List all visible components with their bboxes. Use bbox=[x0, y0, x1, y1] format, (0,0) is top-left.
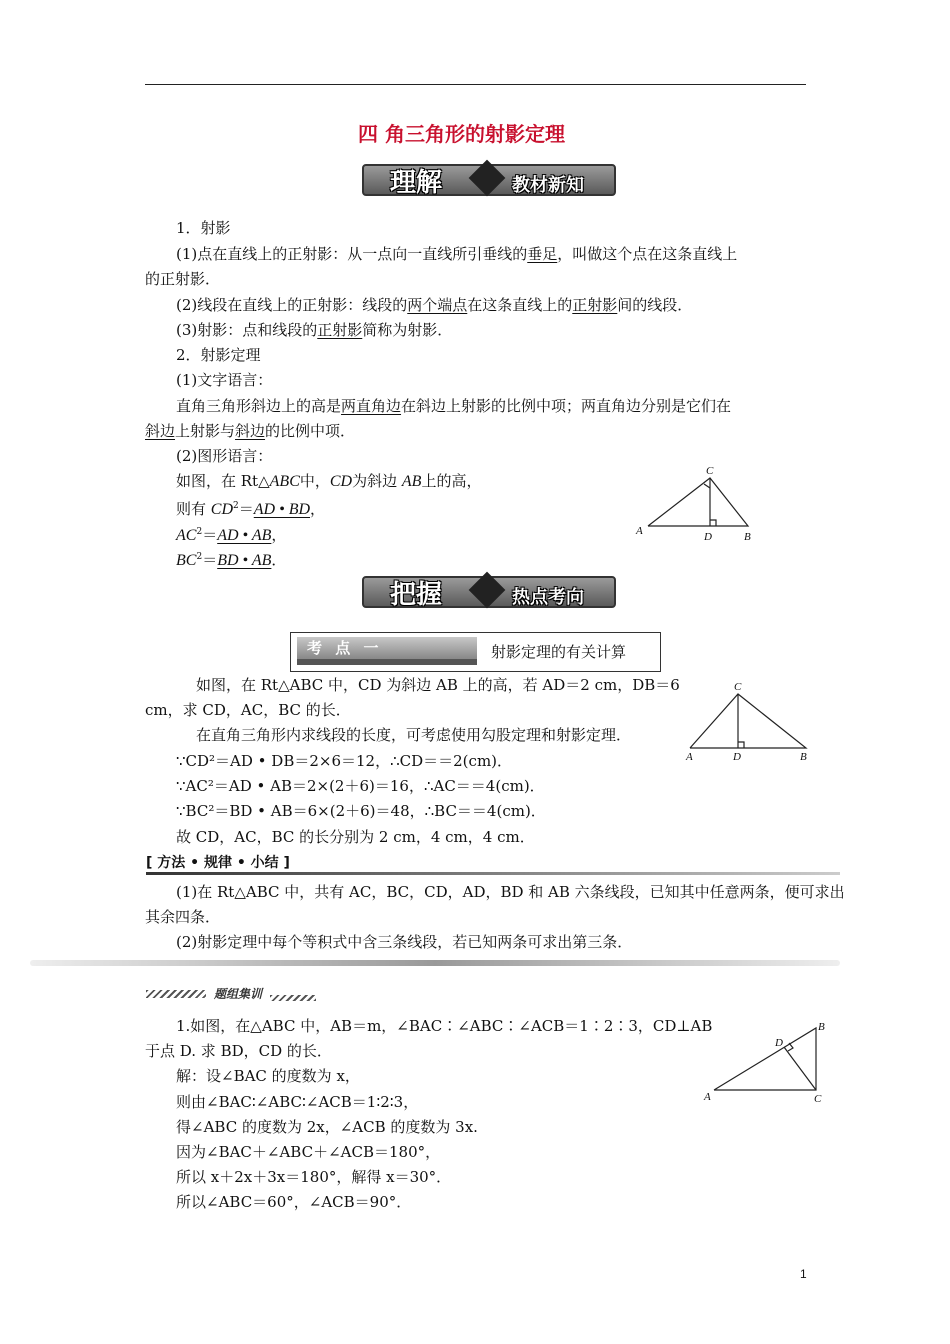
s2-g2 bbox=[176, 496, 325, 520]
text: 的比例中项． bbox=[265, 422, 356, 440]
header-rule bbox=[145, 84, 806, 85]
fig2-label-c: C bbox=[734, 681, 742, 693]
figure-1-triangle bbox=[628, 464, 758, 544]
math: BC bbox=[176, 552, 197, 569]
ex1-e6: 因为∠BAC＋∠ABC＋∠ACB＝180°， bbox=[176, 1143, 441, 1161]
underlined: BD • AB bbox=[217, 552, 272, 569]
fig1-label-b: B bbox=[744, 531, 751, 543]
ex-l7: 故 CD，AC，BC 的长分别为 2 cm，4 cm，4 cm． bbox=[176, 828, 535, 846]
text: ． bbox=[271, 551, 287, 569]
underlined: 正射影 bbox=[572, 296, 618, 314]
kaodian-box bbox=[290, 632, 661, 672]
ex1-e8: 所以∠ABC＝60°，∠ACB＝90°． bbox=[176, 1193, 412, 1211]
underlined: 垂足 bbox=[527, 245, 558, 263]
text: (2)线段在直线上的正射影：线段的 bbox=[176, 296, 408, 314]
banner-big: 把握 bbox=[390, 580, 443, 610]
ex1-e5: 得∠ABC 的度数为 2x，∠ACB 的度数为 3x. bbox=[176, 1118, 478, 1136]
math: CD bbox=[329, 473, 353, 490]
s1-p1-cont: 的正射影． bbox=[145, 270, 221, 288]
fig3-label-b: B bbox=[818, 1021, 825, 1033]
fig3-triangle bbox=[714, 1028, 816, 1090]
s2-t1 bbox=[176, 396, 731, 416]
ex-l6: ∵BC²＝BD • AB＝6×(2＋6)＝48，∴BC＝＝4(cm)． bbox=[176, 802, 546, 820]
text: 则有 bbox=[176, 500, 211, 518]
ex-l5: ∵AC²＝AD • AB＝2×(2＋6)＝16，∴AC＝＝4(cm)． bbox=[176, 777, 545, 795]
method-m3: (2)射影定理中每个等积式中含三条线段，若已知两条可求出第三条． bbox=[176, 933, 633, 951]
ex1-e4: 则由∠BAC∶∠ABC∶∠ACB＝1∶2∶3， bbox=[176, 1093, 419, 1111]
fig2-label-d: D bbox=[733, 751, 741, 763]
text: 如图，在 Rt△ bbox=[176, 472, 270, 490]
figure-2-triangle bbox=[678, 678, 818, 768]
underlined: 两个端点 bbox=[407, 296, 468, 314]
ex-l1: 如图，在 Rt△ABC 中，CD 为斜边 AB 上的高，若 AD＝2 cm，DB＝6 bbox=[196, 676, 680, 694]
ex-l4: ∵CD²＝AD • DB＝2×6＝12，∴CD＝＝2(cm)． bbox=[176, 752, 513, 770]
method-m2: 其余四条． bbox=[145, 908, 221, 926]
text: 上的高， bbox=[421, 472, 482, 490]
fig2-triangle bbox=[690, 694, 806, 748]
banner-grasp bbox=[362, 570, 622, 610]
ex1-e7: 所以 x＋2x＋3x＝180°，解得 x＝30°． bbox=[176, 1168, 452, 1186]
text: ， bbox=[271, 526, 287, 544]
ex1-e1: 1.如图，在△ABC 中，AB＝m，∠BAC∶∠ABC∶∠ACB＝1∶2∶3，CD⊥AB bbox=[176, 1017, 713, 1035]
s1-p2 bbox=[176, 295, 692, 315]
s2-g3 bbox=[176, 522, 286, 546]
s1-p1 bbox=[176, 244, 737, 264]
underlined: 正射影 bbox=[317, 321, 363, 339]
fig1-label-d: D bbox=[704, 531, 712, 543]
fig1-right-angle bbox=[710, 520, 716, 526]
text: 为斜边 bbox=[352, 472, 402, 490]
text: ＝ bbox=[238, 500, 254, 518]
text: (3)射影：点和线段的 bbox=[176, 321, 318, 339]
underlined: 斜边 bbox=[235, 422, 266, 440]
s2-g1 bbox=[176, 471, 481, 492]
method-label: [ 方法 • 规律 • 小结 ] bbox=[146, 855, 290, 871]
s2-sub1: (1)文字语言： bbox=[176, 371, 273, 389]
math: AB bbox=[401, 473, 422, 490]
text: (1)点在直线上的正射影：从一点向一直线所引垂线的 bbox=[176, 245, 528, 263]
text: ＝ bbox=[202, 526, 218, 544]
fig1-tick bbox=[704, 484, 710, 488]
underlined: 斜边 bbox=[145, 422, 176, 440]
kaodian-tag: 考 点 一 bbox=[297, 637, 477, 659]
text: ， bbox=[310, 500, 326, 518]
tizu-rule bbox=[270, 995, 316, 1001]
fig2-label-b: B bbox=[800, 751, 807, 763]
s2-g4 bbox=[176, 547, 286, 571]
ex1-e2: 于点 D. 求 BD，CD 的长． bbox=[145, 1042, 332, 1060]
text: 简称为射影． bbox=[362, 321, 453, 339]
page-number: 1 bbox=[800, 1267, 807, 1281]
text: ，叫做这个点在这条直线上 bbox=[557, 245, 738, 263]
ex-l3: 在直角三角形内求线段的长度，可考虑使用勾股定理和射影定理． bbox=[196, 726, 632, 744]
kaodian-text: 射影定理的有关计算 bbox=[491, 643, 627, 661]
sup: 2 bbox=[196, 527, 203, 537]
tizu-heading: 题组集训 bbox=[214, 987, 263, 1001]
underlined: 两直角边 bbox=[341, 397, 402, 415]
fig2-label-a: A bbox=[686, 751, 693, 763]
text: 直角三角形斜边上的高是 bbox=[176, 397, 342, 415]
text: 在这条直线上的 bbox=[467, 296, 573, 314]
page-title: 四 角三角形的射影定理 bbox=[358, 122, 565, 146]
text: 间的线段． bbox=[617, 296, 693, 314]
method-m1: (1)在 Rt△ABC 中，共有 AC，BC，CD，AD，BD 和 AB 六条线段，已知其中任意两条，便可求出 bbox=[176, 883, 845, 901]
s2-sub2: (2)图形语言： bbox=[176, 447, 273, 465]
fig1-label-a: A bbox=[636, 525, 643, 537]
text: ＝ bbox=[202, 551, 218, 569]
ex-l2: cm，求 CD，AC，BC 的长． bbox=[145, 701, 351, 719]
banner-small: 教材新知 bbox=[512, 175, 584, 196]
sup: 2 bbox=[196, 552, 203, 562]
math: CD bbox=[210, 501, 234, 518]
underlined: AD • BD bbox=[253, 501, 311, 518]
underlined: AD • AB bbox=[217, 527, 272, 544]
fig3-label-d: D bbox=[775, 1037, 783, 1049]
fig1-triangle bbox=[648, 478, 748, 526]
fig2-right-angle bbox=[738, 742, 744, 748]
math: AC bbox=[176, 527, 197, 544]
figure-3-triangle bbox=[700, 1018, 830, 1108]
text: 上射影与 bbox=[175, 422, 236, 440]
fig3-label-a: A bbox=[704, 1091, 711, 1103]
fig3-altitude bbox=[784, 1047, 816, 1090]
banner-understand bbox=[362, 158, 622, 198]
s1-heading: 1．射影 bbox=[176, 219, 231, 237]
kaodian-bar bbox=[297, 659, 477, 665]
s1-p3 bbox=[176, 320, 452, 340]
banner-small: 热点考向 bbox=[512, 587, 584, 608]
text: 中， bbox=[299, 472, 330, 490]
math: ABC bbox=[269, 473, 300, 490]
method-rule bbox=[146, 872, 840, 875]
ex1-e3: 解：设∠BAC 的度数为 x， bbox=[176, 1067, 360, 1085]
s2-heading: 2．射影定理 bbox=[176, 346, 261, 364]
sup: 2 bbox=[233, 501, 239, 511]
fig1-label-c: C bbox=[706, 465, 714, 477]
banner-big: 理解 bbox=[390, 168, 443, 198]
hatch-decoration bbox=[146, 990, 206, 998]
s2-t2 bbox=[145, 421, 355, 441]
fig3-label-c: C bbox=[814, 1093, 822, 1105]
method-bottom-rule bbox=[30, 960, 840, 966]
text: 在斜边上射影的比例中项；两直角边分别是它们在 bbox=[401, 397, 732, 415]
